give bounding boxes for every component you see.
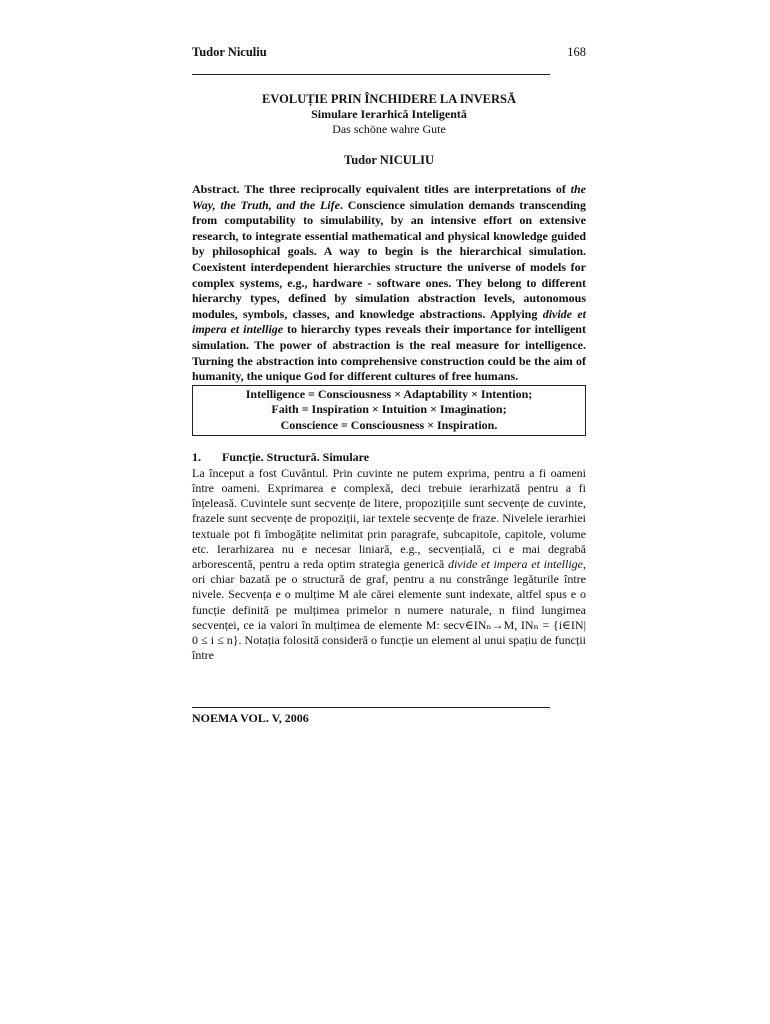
- paper-subtitle: Simulare Ierarhică Inteligentă: [311, 107, 467, 121]
- section-title: Funcție. Structură. Simulare: [222, 450, 370, 465]
- abstract-italic-2: divide et impera et intellige: [192, 306, 586, 337]
- page-content: [192, 44, 586, 663]
- formula-faith: Faith = Inspiration × Intuition × Imagination;: [271, 402, 507, 417]
- journal-footer: NOEMA VOL. V, 2006: [192, 711, 309, 725]
- header-rule: [192, 74, 550, 75]
- page-number: 168: [567, 45, 586, 59]
- body-text-1: La început a fost Cuvântul. Prin cuvinte ne putem exprima, pentru a fi oameni între oameni. Exprimarea e complexă, deci trebuie ierarhizată pentru a fi înțeleasă. Cuvintele sunt secvențe de litere, propozițiile sunt secvențe de cuvinte, frazele sunt secvențe de propoziții, iar textele secvențe de fraze. Nivelele ierarhiei textuale pot fi îmbogățite nelimitat prin paragrafe, subcapitole, capitole, volume etc. Ierarhizarea nu e necesar liniară, e.g., secvențială, ci e mai degrabă arborescentă, pentru a reda optim strategia generică: [192, 465, 586, 571]
- header-author: Tudor Niculiu: [192, 45, 267, 59]
- running-header: [192, 44, 586, 60]
- abstract-text-2: . Conscience simulation demands transcending from computability to simulability, by an intensive effort on extensive research, to integrate essential mathematical and physical knowledge guided by philosophical goals. A way to begin is the hierarchical simulation. Coexistent interdependent hierarchies structure the universe of models for complex systems, e.g., hardware - software ones. They belong to different hierarchy types, defined by simulation abstraction levels, autonomous modules, symbols, classes, and knowledge abstractions. Applying: [192, 197, 586, 321]
- section-body: [192, 466, 586, 664]
- title-block: [192, 91, 586, 137]
- body-text-2: , ori chiar bazată pe o structură de graf, pentru a nu constrânge legăturile între nivele. Secvența e o mulțime M ale cărei elemente sunt indexate, altfel spus e o funcție definită pe mulțimea primelor n numere naturale, n fiind lungimea secvenței, ce ia valori în mulțimea de elemente M: secv∈INₙ→M, INₙ = {i∈IN| 0 ≤ i ≤ n}. Notația folosită consideră o funcție un element al unui spațiu de funcții între: [192, 556, 586, 663]
- abstract-italic-1: the Way, the Truth, and the Life: [192, 182, 586, 212]
- formula-box: [192, 385, 586, 437]
- footer-rule: [192, 707, 550, 708]
- author-byline: Tudor NICULIU: [344, 153, 434, 167]
- abstract-text-3: to hierarchy types reveals their importance for intelligent simulation. The power of abstraction is the real measure for intelligence. Turning the abstraction into comprehensive construction could be the aim of humanity, the unique God for different cultures of free humans.: [192, 322, 586, 384]
- paper-title: EVOLUȚIE PRIN ÎNCHIDERE LA INVERSĂ: [262, 92, 516, 106]
- formula-intelligence: Intelligence = Consciousness × Adaptability × Intention;: [245, 386, 533, 401]
- abstract-text-1: . The three reciprocally equivalent titles are interpretations of: [236, 182, 571, 196]
- formula-conscience: Conscience = Consciousness × Inspiration.: [280, 417, 498, 432]
- section-heading: [192, 450, 586, 466]
- paper-subsubtitle: Das schöne wahre Gute: [332, 122, 446, 136]
- abstract: [192, 182, 586, 385]
- section-number: 1.: [192, 450, 201, 465]
- body-italic: divide et impera et intellige: [447, 556, 583, 571]
- abstract-label: Abstract: [192, 182, 237, 196]
